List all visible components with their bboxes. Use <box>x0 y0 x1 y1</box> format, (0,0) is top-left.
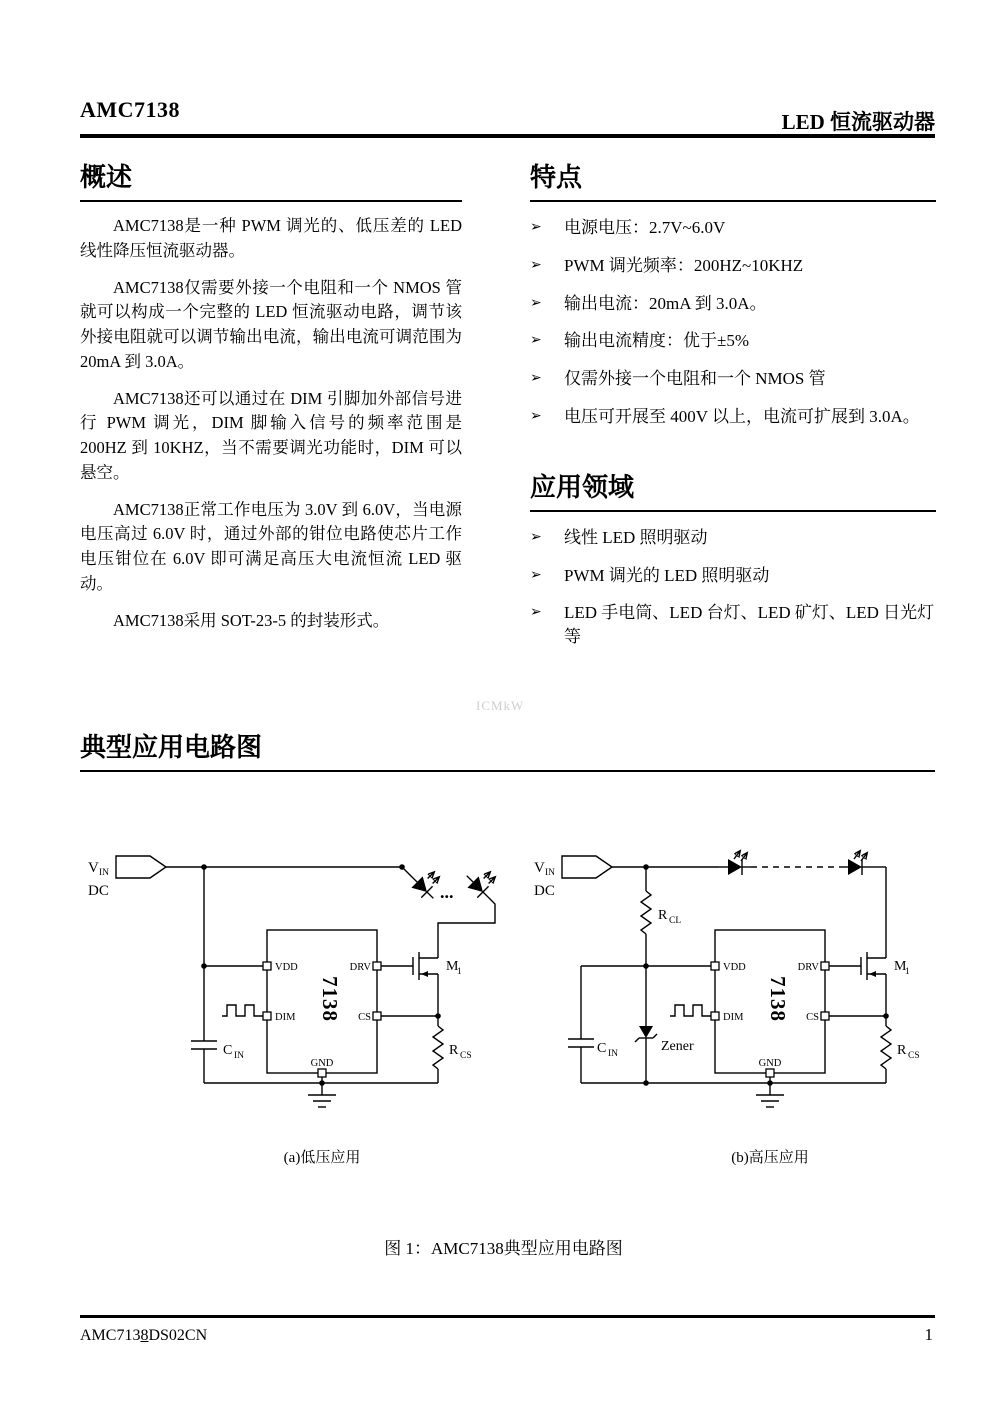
pin-gnd-label: GND <box>758 1058 782 1069</box>
doc-number-part: DS02CN <box>148 1327 208 1344</box>
vin-label: V <box>88 860 99 876</box>
part-number: AMC7138 <box>80 97 181 122</box>
cin-label: C <box>597 1041 607 1056</box>
pin-drv <box>821 962 829 970</box>
wires-top <box>612 864 719 870</box>
caption-a: (a)低压应用 <box>283 1150 361 1166</box>
vin-sub-label: IN <box>99 868 110 878</box>
header-rule <box>80 134 935 138</box>
doc-number-underlined-digit: 8 <box>140 1327 149 1344</box>
pin-dim <box>711 1012 719 1020</box>
zener-clamp <box>635 966 694 1083</box>
led-icon <box>461 862 503 904</box>
circuit-a-schematic <box>80 838 530 1170</box>
arrow-bullet-icon: ➢ <box>530 220 542 235</box>
clamp-resistor-rcl <box>641 867 681 969</box>
pin-cs <box>373 1012 381 1020</box>
feature-text: PWM 调光频率：200HZ~10KHZ <box>564 255 804 275</box>
pwm-signal-icon <box>670 1005 711 1016</box>
pin-drv <box>373 962 381 970</box>
chip-7138 <box>711 930 829 1077</box>
rcs-sub-label: CS <box>908 1051 920 1061</box>
overview-heading: 概述 <box>80 157 462 202</box>
rcl-sub-label: CL <box>669 916 682 926</box>
m1-label: M <box>894 959 907 974</box>
cin-sub-label: IN <box>234 1051 245 1061</box>
vin-source <box>88 856 166 899</box>
doc-title: LED 恒流驱动器 <box>781 110 935 134</box>
pin-drv-label: DRV <box>349 962 371 973</box>
sense-resistor <box>381 1013 472 1083</box>
chip-7138 <box>263 930 381 1077</box>
feature-text: 电源电压：2.7V~6.0V <box>564 218 726 237</box>
arrow-bullet-icon: ➢ <box>530 529 542 545</box>
input-cap-branch <box>568 966 711 1083</box>
pin-vdd <box>263 962 271 970</box>
application-text: PWM 调光的 LED 照明驱动 <box>564 565 770 585</box>
caption-b: (b)高压应用 <box>731 1150 809 1166</box>
m1-sub-label: 1 <box>457 967 462 977</box>
pin-dim-label: DIM <box>723 1012 744 1023</box>
led-icon <box>839 851 871 875</box>
feature-item <box>530 254 936 278</box>
arrow-bullet-icon: ➢ <box>530 295 542 311</box>
cin-label: C <box>223 1043 233 1058</box>
input-cap-branch <box>191 867 263 1083</box>
circuit-section-heading: 典型应用电路图 <box>80 727 935 772</box>
vin-label: V <box>534 860 545 876</box>
dc-label: DC <box>88 883 109 899</box>
application-item <box>530 526 936 550</box>
arrow-bullet-icon: ➢ <box>530 567 542 583</box>
ground-rail <box>581 1077 886 1107</box>
vin-source <box>534 856 612 899</box>
sense-resistor <box>829 1013 920 1083</box>
rcs-label: R <box>897 1043 907 1058</box>
pin-gnd <box>318 1069 326 1077</box>
applications-heading: 应用领域 <box>530 467 936 512</box>
feature-item <box>530 405 936 429</box>
feature-text: 电压可开展至 400V 以上，电流可扩展到 3.0A。 <box>564 406 920 426</box>
feature-item <box>530 367 936 391</box>
mosfet-m1 <box>381 952 462 1016</box>
application-item <box>530 601 936 649</box>
overview-section <box>80 157 462 633</box>
pin-drv-label: DRV <box>797 962 819 973</box>
features-section <box>530 157 936 649</box>
ground-rail <box>204 1077 438 1107</box>
rcs-sub-label: CS <box>460 1051 472 1061</box>
figure-caption: 图 1：AMC7138典型应用电路图 <box>384 1239 623 1258</box>
pin-gnd-label: GND <box>310 1058 334 1069</box>
vin-sub-label: IN <box>545 868 556 878</box>
chip-name: 7138 <box>766 976 790 1022</box>
circuit-b-schematic <box>528 838 988 1170</box>
feature-text: 仅需外接一个电阻和一个 NMOS 管 <box>564 369 826 389</box>
application-text: LED 手电筒、LED 台灯、LED 矿灯、LED 日光灯等 <box>564 603 935 647</box>
watermark: ICMkW <box>476 698 525 713</box>
led-ellipsis: ... <box>440 882 454 902</box>
pin-vdd <box>711 962 719 970</box>
features-heading: 特点 <box>530 157 936 202</box>
feature-text: 输出电流精度：优于±5% <box>564 331 749 351</box>
m1-sub-label: 1 <box>905 967 910 977</box>
pin-cs-label: CS <box>358 1012 371 1023</box>
page-number: 1 <box>924 1325 933 1344</box>
cin-sub-label: IN <box>608 1049 619 1059</box>
arrow-bullet-icon: ➢ <box>530 408 542 424</box>
vin-connector-icon <box>116 856 166 878</box>
pin-vdd-label: VDD <box>275 962 298 973</box>
feature-item <box>530 216 936 240</box>
chip-name: 7138 <box>318 976 342 1022</box>
pin-gnd <box>766 1069 774 1077</box>
led-string <box>719 851 886 958</box>
led-string <box>402 862 503 958</box>
pin-dim <box>263 1012 271 1020</box>
rcl-label: R <box>658 908 668 923</box>
vin-connector-icon <box>562 856 612 878</box>
arrow-bullet-icon: ➢ <box>530 371 542 387</box>
doc-number <box>80 1327 207 1345</box>
overview-paragraph-3: AMC7138还可以通过在 DIM 引脚加外部信号进行 PWM 调光，DIM 脚输入信号的频率范围是 200HZ 到 10KHZ，当不需要调光功能时，DIM 可以悬空。 <box>80 388 462 482</box>
arrow-bullet-icon: ➢ <box>530 605 542 621</box>
dc-label: DC <box>534 883 555 899</box>
feature-item <box>530 292 936 316</box>
led-icon <box>719 851 751 875</box>
pin-cs-label: CS <box>806 1012 819 1023</box>
pin-dim-label: DIM <box>275 1012 296 1023</box>
pin-vdd-label: VDD <box>723 962 746 973</box>
application-item <box>530 564 936 588</box>
overview-paragraph-2: AMC7138仅需要外接一个电阻和一个 NMOS 管就可以构成一个完整的 LED 恒流驱动电路，调节该外接电阻就可以调节输出电流，输出电流可调范围为 20mA 到 3.0A。 <box>80 277 462 371</box>
overview-paragraph-4: AMC7138正常工作电压为 3.0V 到 6.0V，当电源电压高过 6.0V 时，通过外部的钳位电路使芯片工作电压钳位在 6.0V 即可满足高压大电流恒流 LED 驱动。 <box>80 499 462 593</box>
feature-text: 输出电流：20mA 到 3.0A。 <box>564 293 767 313</box>
overview-paragraph-5: AMC7138采用 SOT-23-5 的封装形式。 <box>113 610 390 630</box>
zener-label: Zener <box>661 1039 694 1054</box>
application-text: 线性 LED 照明驱动 <box>564 527 708 547</box>
doc-number-part: AMC713 <box>80 1327 141 1344</box>
arrow-bullet-icon: ➢ <box>530 333 542 349</box>
rcs-label: R <box>449 1043 459 1058</box>
pin-cs <box>821 1012 829 1020</box>
mosfet-m1 <box>829 952 910 1016</box>
arrow-bullet-icon: ➢ <box>530 257 542 273</box>
footer-rule <box>80 1315 935 1318</box>
m1-label: M <box>446 959 459 974</box>
pwm-signal-icon <box>222 1005 263 1016</box>
feature-item <box>530 329 936 353</box>
overview-paragraph-1: AMC7138是一种 PWM 调光的、低压差的 LED 线性降压恒流驱动器。 <box>80 216 462 260</box>
wires-top <box>166 864 405 870</box>
